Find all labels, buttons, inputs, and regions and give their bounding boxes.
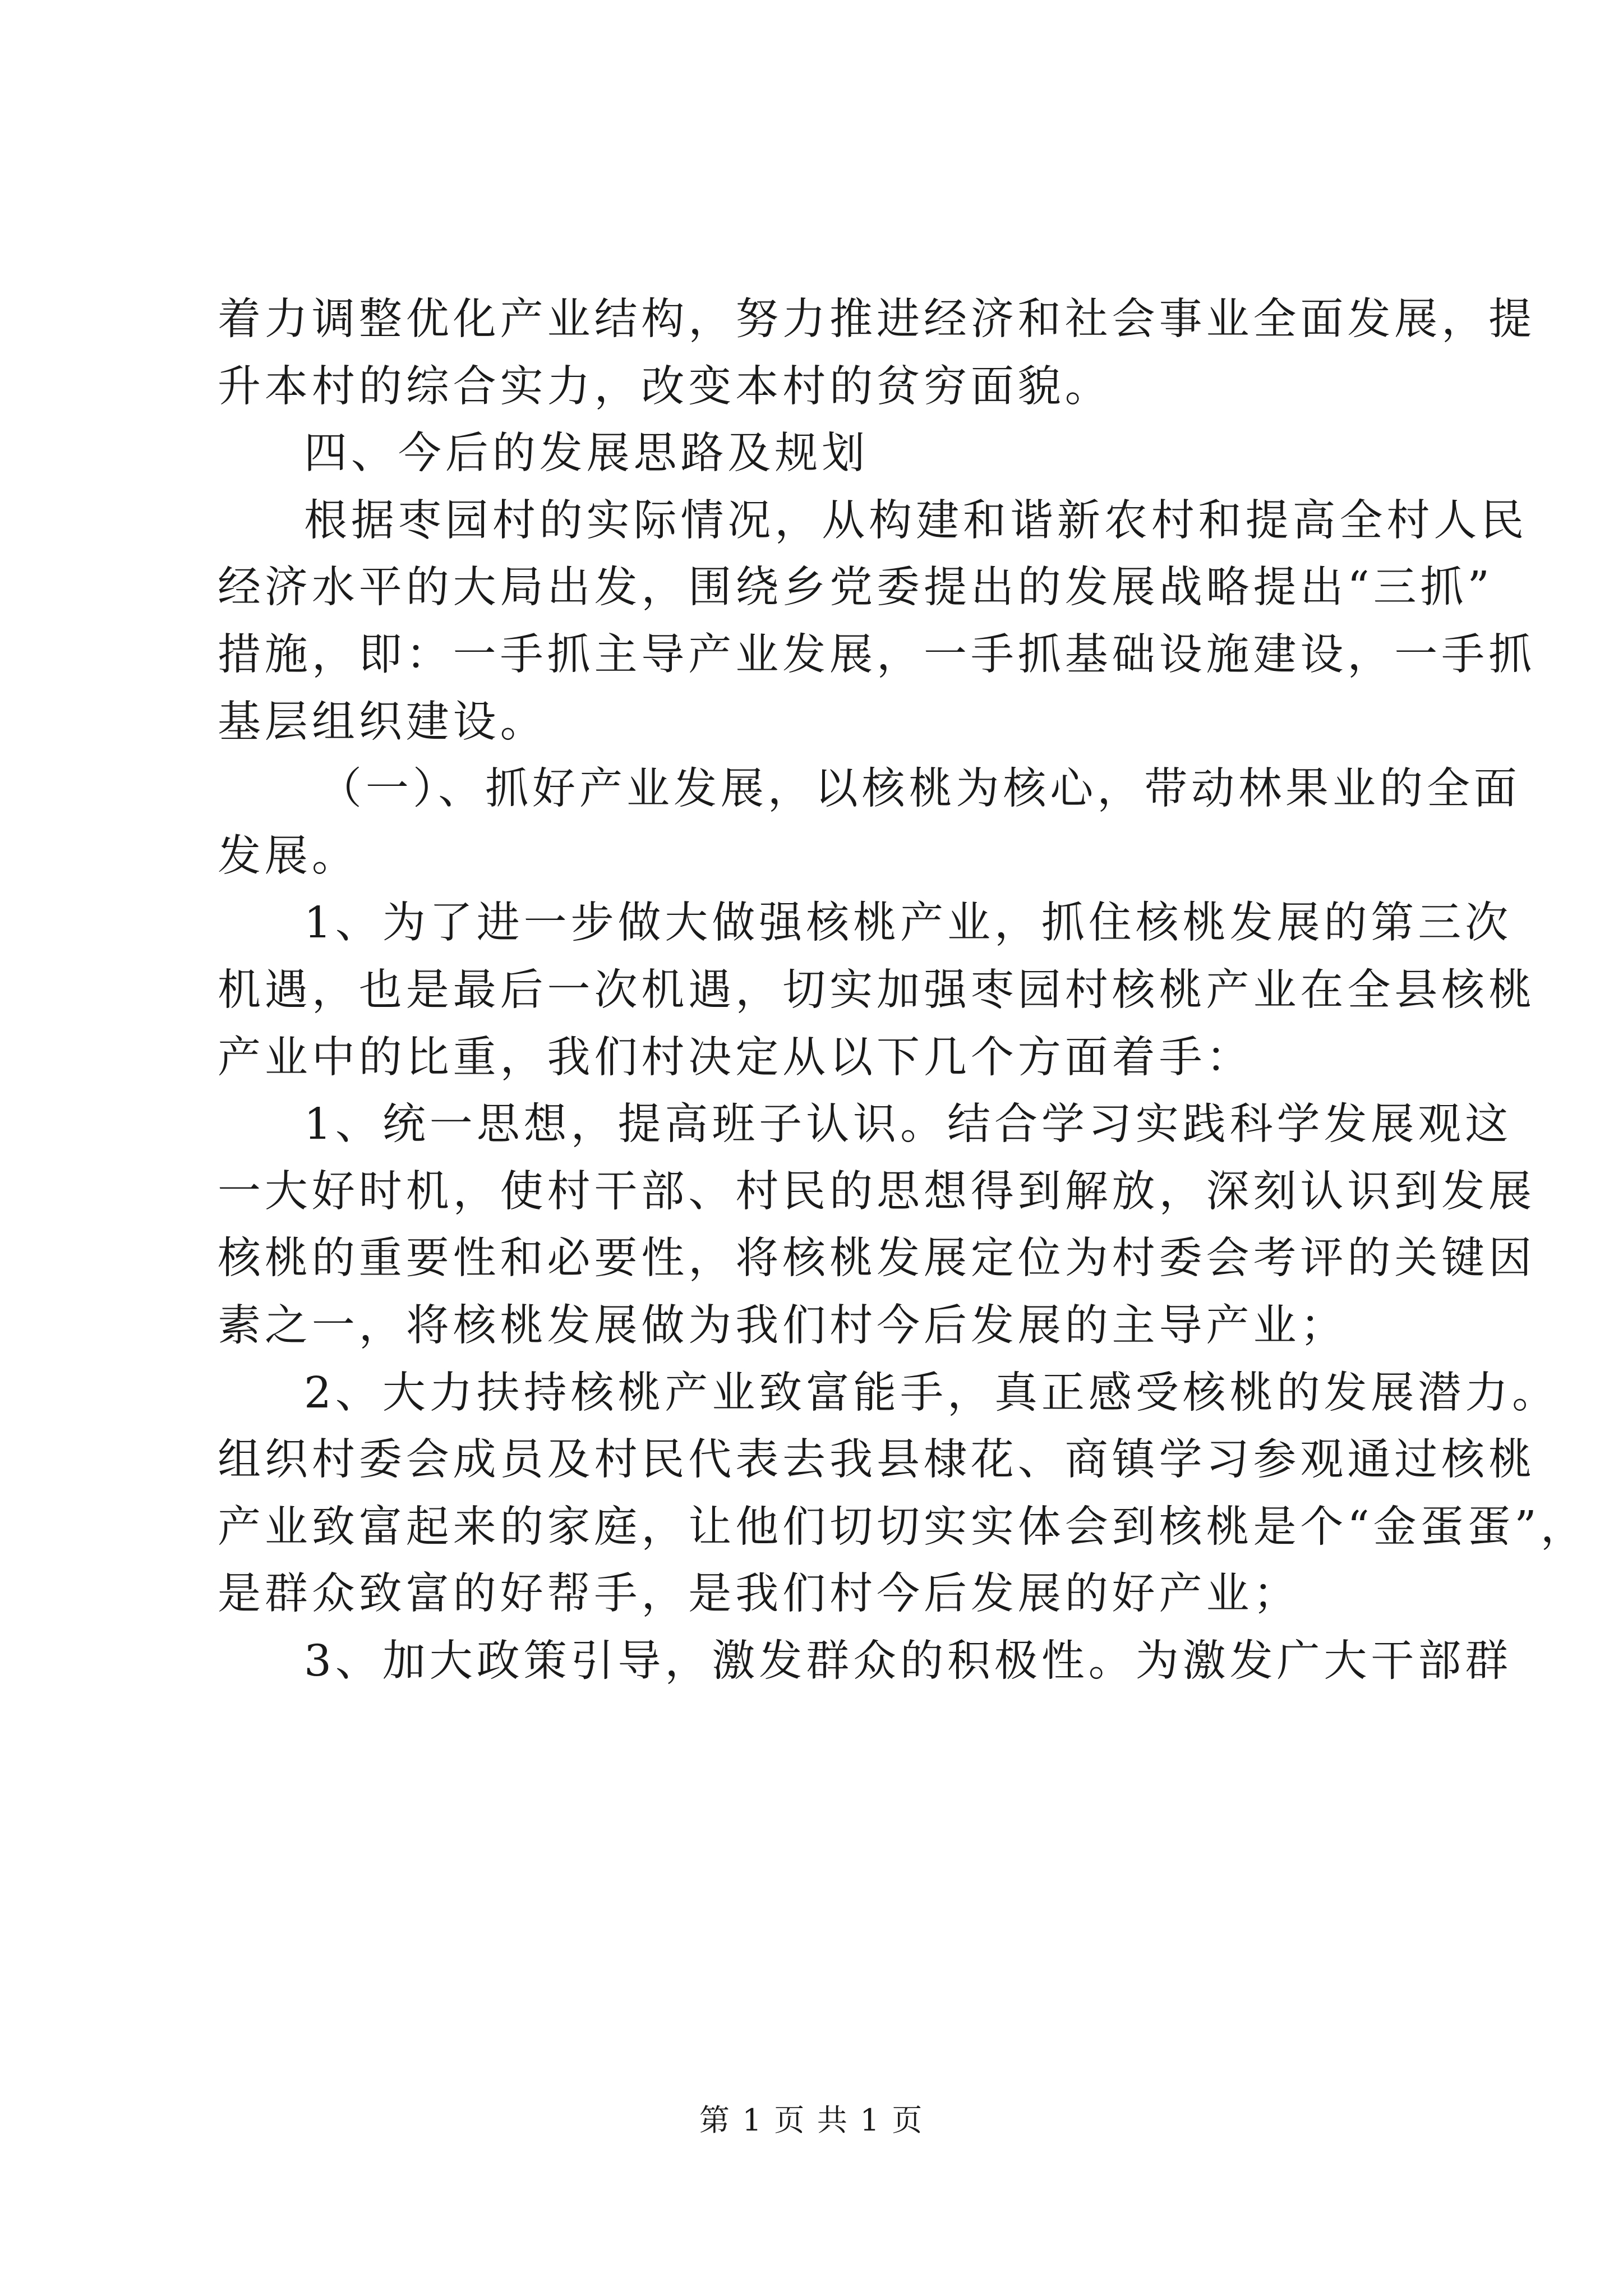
body-line: 产业中的比重，我们村决定从以下几个方面着手： [218,1032,1253,1083]
body-line: 组织村委会成员及村民代表去我县棣花、商镇学习参观通过核桃 [218,1435,1536,1485]
body-line: 是群众致富的好帮手，是我们村今后发展的好产业； [218,1569,1301,1619]
body-line: 素之一，将核桃发展做为我们村今后发展的主导产业； [218,1300,1348,1351]
body-line: 1、为了进一步做大做强核桃产业，抓住核桃发展的第三次 [304,898,1513,949]
section-heading: 四、今后的发展思路及规划 [304,429,869,479]
body-line: 2、大力扶持核桃产业致富能手，真正感受核桃的发展潜力。 [304,1368,1560,1418]
body-line: 根据枣园村的实际情况，从构建和谐新农村和提高全村人民 [304,495,1528,546]
body-line: 着力调整优化产业结构，努力推进经济和社会事业全面发展，提 [218,295,1536,344]
body-line: 产业致富起来的家庭，让他们切切实实体会到核桃是个“金蛋蛋”， [218,1502,1588,1552]
body-line: 核桃的重要性和必要性，将核桃发展定位为村委会考评的关键因 [218,1234,1536,1284]
body-line: 措施，即：一手抓主导产业发展，一手抓基础设施建设，一手抓 [218,629,1536,680]
body-line: 升本村的综合实力，改变本村的贫穷面貌。 [218,361,1112,412]
subsection-heading: （一）、抓好产业发展，以核桃为核心，带动林果业的全面 [319,764,1521,815]
body-line: 发展。 [218,831,359,881]
page-footer: 第 1 页 共 1 页 [699,2102,924,2138]
body-line: 3、加大政策引导，激发群众的积极性。为激发广大干部群 [304,1636,1513,1686]
body-line: 机遇，也是最后一次机遇，切实加强枣园村核桃产业在全县核桃 [218,965,1536,1015]
body-line: 一大好时机，使村干部、村民的思想得到解放，深刻认识到发展 [218,1166,1536,1217]
body-line: 1、统一思想，提高班子认识。结合学习实践科学发展观这 [304,1099,1513,1150]
body-line: 基层组织建设。 [218,697,547,747]
body-line: 经济水平的大局出发，围绕乡党委提出的发展战略提出“三抓” [218,563,1493,613]
document-body [218,286,1588,1695]
